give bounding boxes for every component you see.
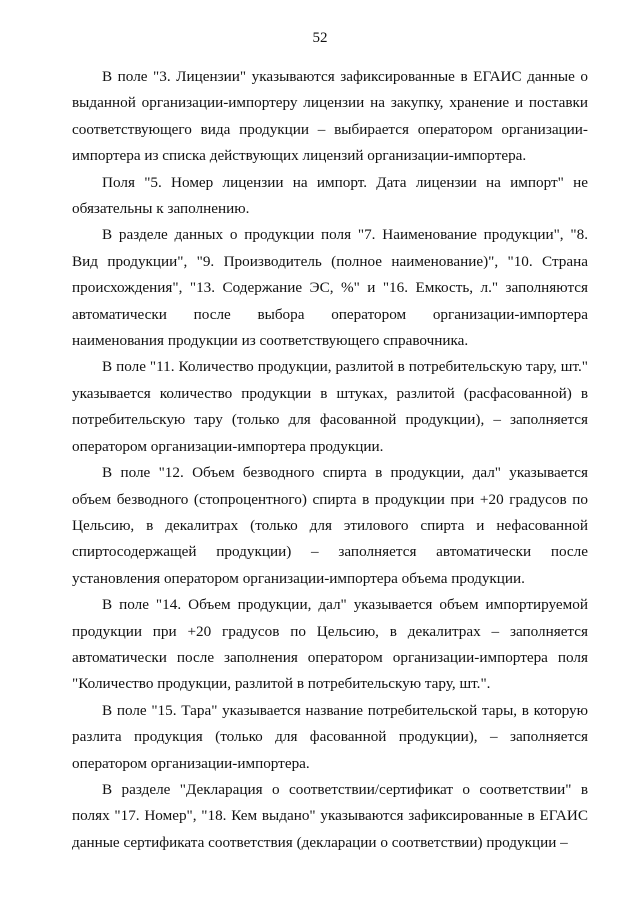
paragraph-import-license-fields: Поля "5. Номер лицензии на импорт. Дата лицензии на импорт" не обязательны к заполнению.	[72, 173, 588, 218]
paragraph-license-field: В поле "3. Лицензии" указываются зафиксированные в ЕГАИС данные о выданной организации-импортеру лицензии на закупку, хранение и поставки соответствующего вида продукции – выбирается оператором организации-импортера из списка действующих лицензий организации-импортера.	[72, 68, 588, 165]
paragraph-anhydrous-alcohol-field: В поле "12. Объем безводного спирта в продукции, дал" указывается объем безводного (стопроцентного) спирта в продукции при +20 градусов по Цельсию, в декалитрах (только для этилового спирта и нефасованной спиртосодержащей продукции) – заполняется автоматически после установления оператором организации-импортера объема продукции.	[72, 464, 588, 587]
paragraph-quantity-field: В поле "11. Количество продукции, разлитой в потребительскую тару, шт." указывается количество продукции в штуках, разлитой (расфасованной) в потребительскую тару (только для фасованной продукции), – заполняется оператором организации-импортера продукции.	[72, 358, 588, 455]
page-number: 52	[312, 30, 328, 46]
document-body	[72, 64, 588, 856]
paragraph-product-volume-field: В поле "14. Объем продукции, дал" указывается объем импортируемой продукции при +20 градусов по Цельсию, в декалитрах – заполняется автоматически после заполнения оператором организации-импортера поля "Количество продукции, разлитой в потребительскую тару, шт.".	[72, 596, 588, 693]
paragraph-certificate-section: В разделе "Декларация о соответствии/сертификат о соответствии" в полях "17. Номер", "18. Кем выдано" указываются зафиксированные в ЕГАИС данные сертификата соответствия (декларации о соответствии) продукции –	[72, 780, 588, 851]
paragraph-product-data-section: В разделе данных о продукции поля "7. Наименование продукции", "8. Вид продукции", "9. Производитель (полное наименование)", "10. Страна происхождения", "13. Содержание ЭС, %" и "16. Емкость, л." заполняются автоматически после выбора оператором организации-импортера наименования продукции из соответствующего справочника.	[72, 226, 588, 350]
paragraph-container-field: В поле "15. Тара" указывается название потребительской тары, в которую разлита продукция (только для фасованной продукции), – заполняется оператором организации-импортера.	[72, 701, 588, 772]
